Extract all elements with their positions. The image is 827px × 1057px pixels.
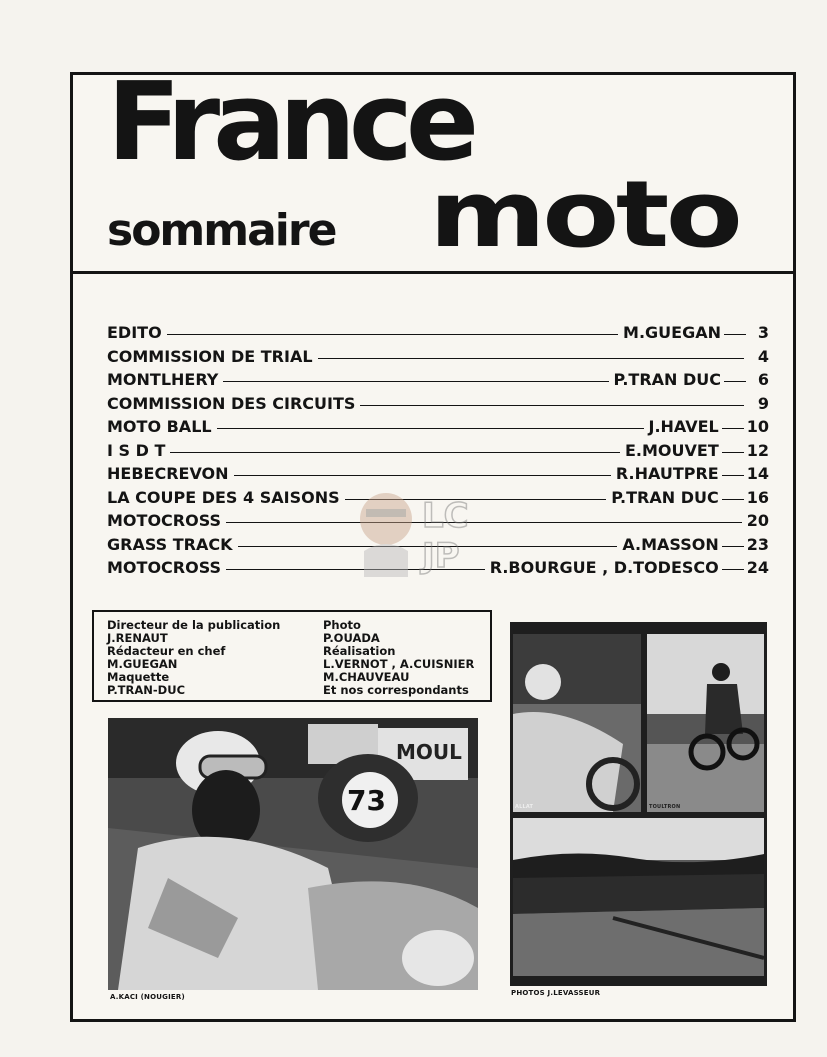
credits-box <box>92 610 492 702</box>
photo-grid-bottom <box>513 818 764 976</box>
toc-leader <box>170 452 620 453</box>
toc-author: R.HAUTPRE <box>615 464 719 483</box>
toc-title: MOTOCROSS <box>107 558 222 577</box>
toc-page-number: 24 <box>746 558 769 577</box>
credit-line: P.TRAN-DUC <box>107 683 186 697</box>
toc-title: MOTOCROSS <box>107 511 222 530</box>
photo-grid-top-right <box>647 634 764 812</box>
toc-entry <box>107 368 769 392</box>
credit-line: M.CHAUVEAU <box>323 670 410 684</box>
toc-leader <box>223 381 608 382</box>
toc-author: P.TRAN DUC <box>613 370 721 389</box>
main-photo-caption: A.KACI (NOUGIER) <box>110 993 185 1001</box>
photo-grid-top-right-caption: TOULTRON <box>649 804 681 810</box>
toc-separator <box>722 499 744 500</box>
svg-text:LC: LC <box>422 496 469 536</box>
toc-page-number: 3 <box>757 323 769 342</box>
credit-line: P.OUADA <box>323 631 380 645</box>
masthead <box>73 60 793 274</box>
credit-line: Directeur de la publication <box>107 618 281 632</box>
toc-page-number: 12 <box>746 440 769 460</box>
toc-title: MOTO BALL <box>107 417 212 436</box>
toc-title: EDITO <box>107 323 162 342</box>
toc-leader <box>217 428 644 429</box>
credit-line: Rédacteur en chef <box>107 644 226 658</box>
toc-entry <box>107 392 769 416</box>
toc-separator <box>722 546 744 547</box>
credit-line: M.GUEGAN <box>107 657 178 671</box>
toc-title: COMMISSION DE TRIAL <box>107 346 313 366</box>
toc-separator <box>722 452 744 453</box>
toc-entry <box>107 415 769 439</box>
toc-page-number: 10 <box>746 417 769 436</box>
toc-author: J.HAVEL <box>648 417 719 436</box>
toc-page-number: 16 <box>746 487 769 507</box>
toc-page-number: 6 <box>757 370 769 389</box>
photo-grid-top-left-caption: ALLAT <box>515 804 534 810</box>
toc-title: COMMISSION DES CIRCUITS <box>107 393 356 413</box>
toc-author: E.MOUVET <box>624 440 719 460</box>
page-frame <box>70 60 796 1022</box>
toc-title: LA COUPE DES 4 SAISONS <box>107 487 340 507</box>
toc-separator <box>724 381 746 382</box>
photo-grid <box>510 622 767 986</box>
photo-grid-caption: PHOTOS J.LEVASSEUR <box>511 989 601 997</box>
toc-page-number: 9 <box>757 393 769 413</box>
photo-grid-top-left <box>513 634 641 812</box>
credit-line: Photo <box>323 618 361 632</box>
toc-author: R.BOURGUE , D.TODESCO <box>489 558 719 577</box>
toc-title: I S D T <box>107 440 166 460</box>
credit-line: Réalisation <box>323 644 396 658</box>
credit-line: Et nos correspondants <box>323 683 469 697</box>
toc-title: MONTLHERY <box>107 370 219 389</box>
main-photo-number: 73 <box>347 784 386 817</box>
toc-leader <box>234 475 611 476</box>
credits-left <box>107 619 280 697</box>
logo-france: France <box>107 60 473 185</box>
toc-entry <box>107 345 769 369</box>
toc-page-number: 14 <box>746 464 769 483</box>
svg-text:JP: JP <box>422 536 460 576</box>
main-photo-banner: MOUL <box>396 740 462 764</box>
credit-line: Maquette <box>107 670 170 684</box>
toc-separator <box>722 475 744 476</box>
logo-moto: moto <box>429 161 740 268</box>
toc-entry <box>107 439 769 463</box>
toc-separator <box>724 334 746 335</box>
main-photo-rider <box>108 718 478 990</box>
toc-author: A.MASSON <box>622 534 719 554</box>
toc-page-number: 4 <box>757 346 769 366</box>
toc-author: P.TRAN DUC <box>611 487 719 507</box>
toc-page-number: 20 <box>746 511 769 530</box>
toc-separator <box>722 569 744 570</box>
watermark-stamp <box>356 481 486 577</box>
toc-page-number: 23 <box>746 534 769 554</box>
toc-leader <box>360 405 744 406</box>
logo-sommaire: sommaire <box>107 205 336 256</box>
toc-title: GRASS TRACK <box>107 534 233 554</box>
toc-leader <box>318 358 744 359</box>
toc-entry <box>107 321 769 345</box>
toc-leader <box>167 334 618 335</box>
toc-title: HEBECREVON <box>107 464 229 483</box>
toc-author: M.GUEGAN <box>623 323 721 342</box>
credits-right <box>323 619 474 697</box>
credit-line: J.RENAUT <box>107 631 168 645</box>
credit-line: L.VERNOT , A.CUISNIER <box>323 657 475 671</box>
toc-separator <box>722 428 744 429</box>
